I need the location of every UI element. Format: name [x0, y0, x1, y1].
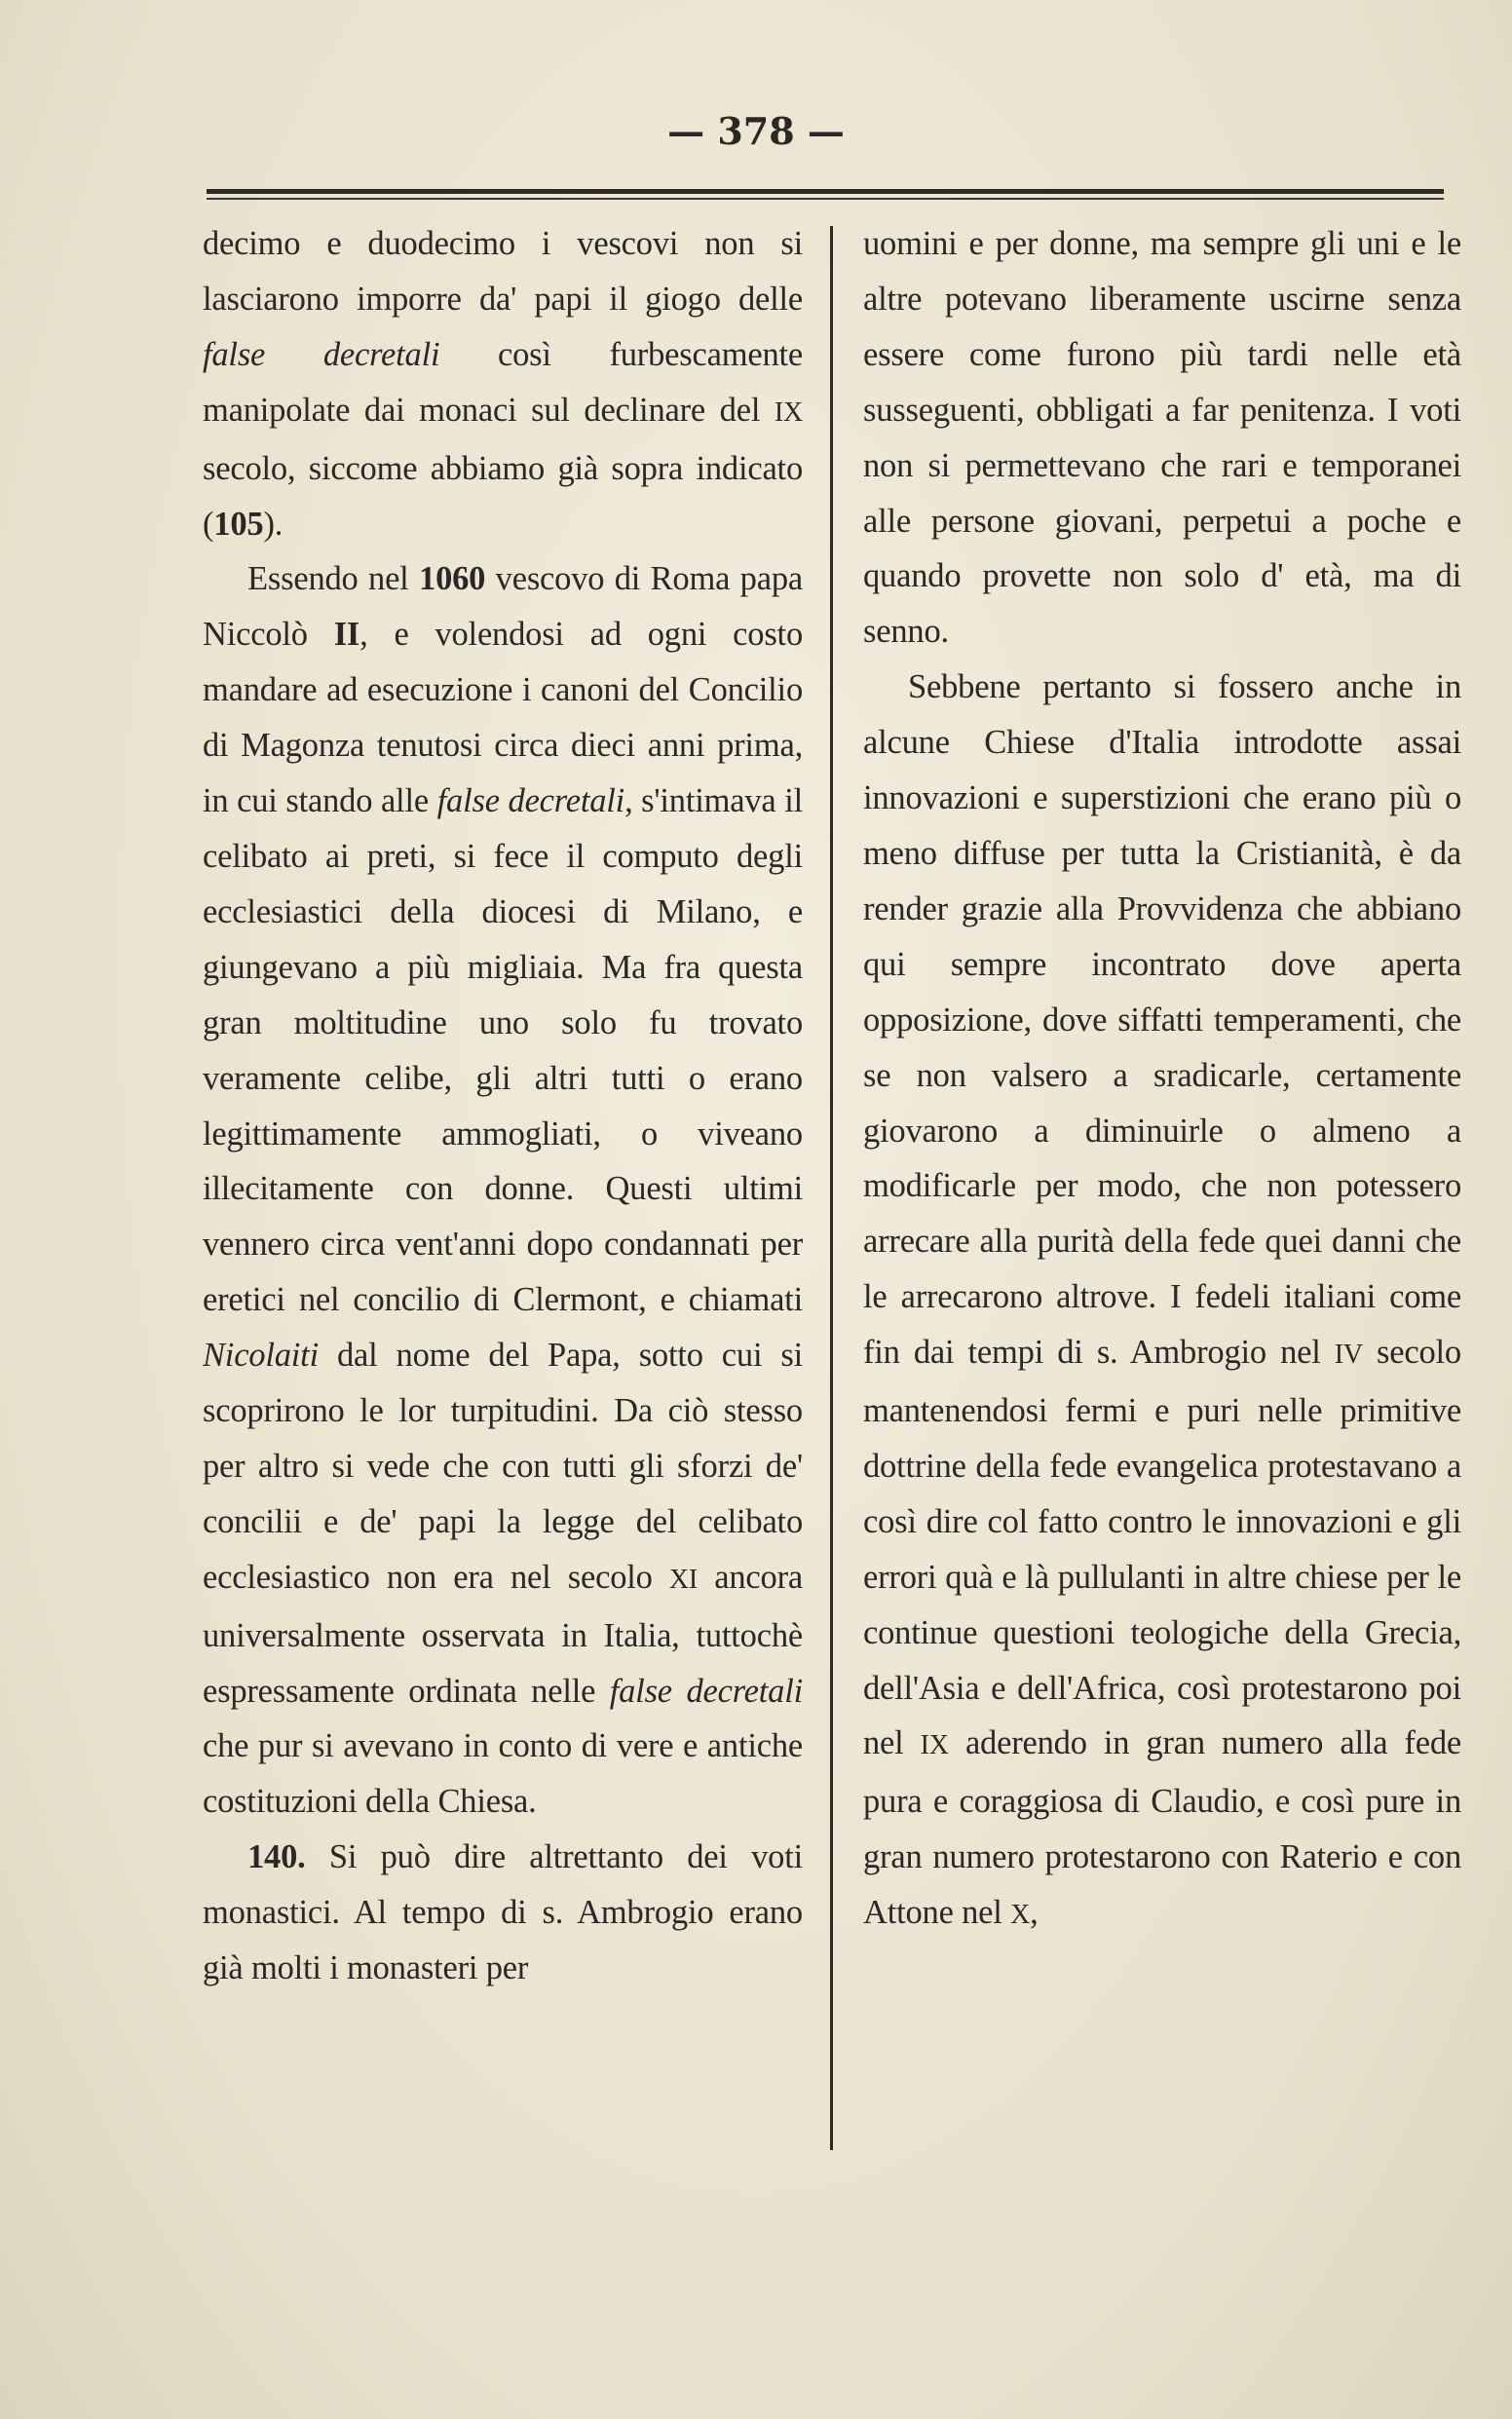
text-run: aderendo in gran numero alla fede pura e coraggiosa di Claudio, e così pure in gran numero protestarono con Raterio e con Attone nel	[863, 1724, 1462, 1932]
text-run: uomini e per donne, ma sempre gli uni e le altre potevano liberamente uscirne senza essere come furono più tardi nelle età susseguenti, obbligati a far penitenza. I voti non si permettevano che rari e temporanei alle persone giovani, perpetui a poche e quando provette non solo d' età, ma di senno.	[863, 225, 1461, 651]
text-run: secolo mantenendosi fermi e puri nelle primitive dottrine della fede evangelica protestavano a così dire col fatto contro le innovazioni e gli errori quà e là pullulanti in altre chiese per le continue questioni teologiche della Grecia, dell'Asia e dell'Africa, così protestarono poi nel	[863, 1334, 1461, 1762]
section-number: 140.	[247, 1838, 306, 1876]
page-number: — 378 —	[667, 109, 845, 153]
right-paragraph-2	[863, 660, 1461, 1944]
century-numeral: IX	[774, 397, 803, 428]
century-numeral: X	[1010, 1900, 1031, 1931]
year-number: 1060	[419, 560, 486, 598]
left-paragraph-3	[203, 1830, 803, 1996]
text-run: , s'intimava il celibato ai preti, si fece il computo degli ecclesiastici della diocesi di Milano, e giungevano a più migliaia. Ma fra questa gran moltitudine uno solo fu trovato veramente celibe, gli altri tutti o erano legittimamente ammogliati, o viveano illecitamente con donne. Questi ultimi vennero circa vent'anni dopo condannati per eretici nel concilio di Clermont, e chiamati	[203, 782, 804, 1319]
cross-reference-number: 105	[213, 505, 264, 543]
text-run: secolo, siccome abbiamo già sopra indicato (	[203, 449, 803, 543]
italic-term: false decretali	[436, 782, 625, 820]
header-rule-thin	[207, 198, 1444, 200]
column-divider	[830, 226, 833, 2150]
century-numeral: IX	[920, 1730, 949, 1761]
text-run: decimo e duodecimo i vescovi non si lasciarono imporre da' papi il giogo delle	[203, 225, 803, 318]
text-run: Sebbene pertanto si fossero anche in alcune Chiese d'Italia introdotte assai innovazioni e superstizioni che erano più o meno diffuse per tutta la Cristianità, è da render grazie alla Provvidenza che abbiano qui sempre incontrato dove aperta opposizione, dove siffatti temperamenti, che se non valsero a sradicarle, certamente giovarono a diminuirle o almeno a modificarle per modo, che non potessero arrecare alla purità della fede quei danni che le arrecarono altrove. I fedeli italiani come fin dai tempi di s. Ambrogio nel	[863, 668, 1461, 1372]
header-rule-thick	[207, 189, 1444, 194]
left-paragraph-2	[203, 551, 803, 1830]
pope-numeral: II	[333, 616, 360, 654]
text-run: ).	[263, 505, 284, 543]
left-column	[203, 216, 803, 1996]
century-numeral: IV	[1334, 1340, 1363, 1371]
right-paragraph-1	[863, 216, 1461, 660]
text-run: che pur si avevano in conto di vere e antiche costituzioni della Chiesa.	[203, 1727, 803, 1821]
text-run: ,	[1030, 1894, 1039, 1932]
text-run: così furbescamente manipolate dai monaci sul declinare del	[203, 335, 803, 429]
text-run: Si può dire altrettanto dei voti monastici. Al tempo di s. Ambrogio erano già molti i monasteri per	[203, 1838, 803, 1987]
italic-term: false decretali	[203, 335, 440, 373]
text-run: , e volendosi ad ogni costo mandare ad esecuzione i canoni del Concilio di Magonza tenutosi circa dieci anni prima, in cui stando alle	[203, 616, 803, 820]
left-paragraph-1	[203, 216, 803, 551]
right-column	[863, 216, 1461, 1944]
text-run: ancora universalmente osservata in Italia, tuttochè espressamente ordinata nelle	[203, 1558, 803, 1710]
italic-term: false decretali	[609, 1672, 803, 1710]
text-run: dal nome del Papa, sotto cui si scoprirono le lor turpitudini. Da ciò stesso per altro si vede che con tutti gli sforzi de' concilii e de' papi la legge del celibato ecclesiastico non era nel secolo	[203, 1337, 803, 1596]
italic-term: Nicolaiti	[203, 1337, 319, 1375]
century-numeral: XI	[668, 1564, 699, 1595]
text-run: Essendo nel	[247, 560, 420, 598]
text-run: vescovo di Roma papa Niccolò	[203, 560, 803, 654]
